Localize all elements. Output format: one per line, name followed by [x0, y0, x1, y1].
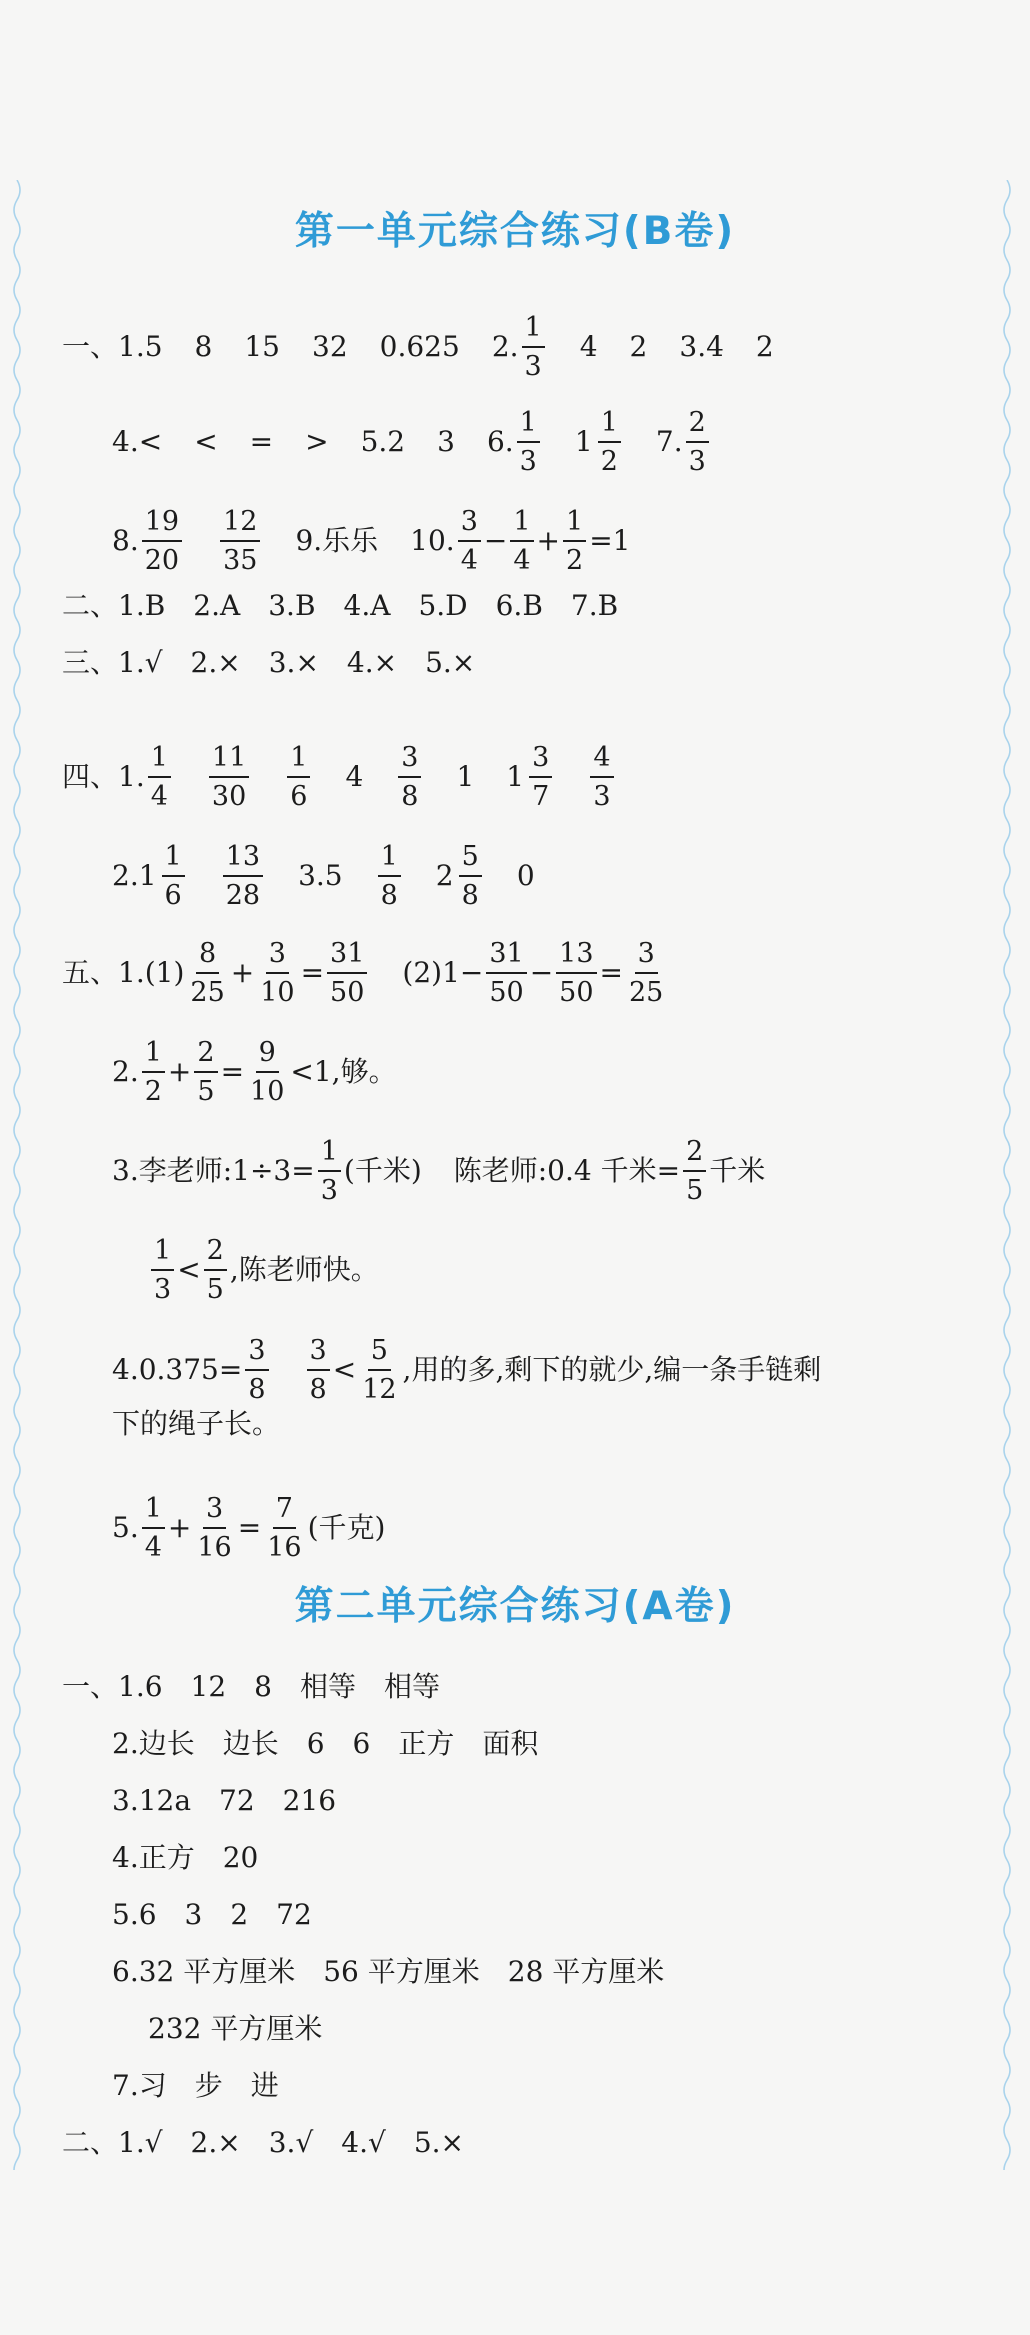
fraction: $\frac{1}{6}$ — [287, 742, 310, 812]
text: = — [599, 956, 623, 990]
unit2a-title: 第二单元综合练习(A卷) — [294, 1584, 736, 1629]
fraction: $\frac{2}{5}$ — [204, 1235, 227, 1305]
text: > — [305, 425, 329, 459]
fraction: $\frac{1}{3}$ — [522, 312, 545, 382]
text: 0 — [516, 859, 535, 893]
u1b-s4-line2 — [112, 841, 535, 911]
fraction: $\frac{9}{10}$ — [250, 1037, 285, 1108]
text: 3 — [437, 425, 455, 459]
u2a-line8: 7.习 步 进 — [112, 2069, 279, 2102]
text: 2.1 — [112, 859, 157, 893]
text: 8 — [194, 330, 213, 364]
text: = — [300, 956, 325, 990]
text: 2. — [491, 330, 519, 364]
text: 五、1.(1) — [62, 956, 185, 990]
text: = — [249, 425, 274, 459]
fraction: $\frac{8}{25}$ — [190, 938, 225, 1009]
right-wavy-border — [1000, 180, 1014, 2170]
fraction: $\frac{1}{2}$ — [563, 506, 586, 576]
fraction: $\frac{3}{8}$ — [398, 742, 421, 812]
fraction: $\frac{13}{28}$ — [223, 841, 263, 911]
text: =1 — [589, 524, 631, 558]
text: (2)1− — [402, 956, 484, 990]
text: 5.2 — [360, 425, 406, 459]
fraction: $\frac{3}{10}$ — [260, 938, 295, 1009]
text: 1 — [574, 425, 593, 459]
text: + — [167, 1055, 192, 1089]
fraction: $\frac{4}{3}$ — [590, 742, 613, 812]
fraction: $\frac{1}{2}$ — [142, 1037, 165, 1107]
fraction: $\frac{5}{8}$ — [459, 841, 482, 911]
u1b-s5-line2 — [112, 1037, 397, 1107]
u1b-s3-line: 三、1.√ 2.× 3.× 4.× 5.× — [62, 646, 476, 679]
left-wavy-border — [10, 180, 24, 2170]
text: 9.乐乐 — [295, 524, 379, 558]
text: (千克) — [307, 1511, 386, 1545]
fraction: $\frac{1}{3}$ — [151, 1235, 174, 1305]
text: 陈老师:0.4 千米= — [453, 1154, 681, 1188]
u2a-line2: 2.边长 边长 6 6 正方 面积 — [112, 1727, 539, 1760]
text: 3.5 — [298, 859, 343, 893]
fraction: $\frac{31}{50}$ — [486, 938, 526, 1008]
text: 8. — [112, 524, 139, 558]
text: <1,够。 — [290, 1055, 397, 1089]
u1b-s5-line1 — [62, 938, 669, 1008]
fraction: $\frac{2}{5}$ — [194, 1037, 217, 1107]
text: + — [536, 524, 560, 558]
text: (千米) — [343, 1154, 422, 1188]
text: 4 — [345, 760, 364, 794]
text: 6. — [486, 425, 514, 459]
fraction: $\frac{1}{4}$ — [148, 742, 171, 812]
text: 0.625 — [379, 330, 460, 364]
text: = — [220, 1055, 245, 1089]
u1b-s4-line1 — [62, 742, 617, 812]
fraction: $\frac{3}{7}$ — [529, 742, 552, 812]
text: ,陈老师快。 — [229, 1253, 379, 1287]
fraction: $\frac{13}{50}$ — [556, 938, 596, 1008]
text: − — [529, 956, 554, 990]
fraction: $\frac{1}{8}$ — [378, 841, 401, 911]
u2a-line6: 6.32 平方厘米 56 平方厘米 28 平方厘米 — [112, 1955, 665, 1988]
u2a-line9: 二、1.√ 2.× 3.√ 4.√ 5.× — [62, 2126, 465, 2159]
fraction: $\frac{1}{6}$ — [162, 841, 185, 911]
fraction: $\frac{5}{12}$ — [362, 1335, 397, 1406]
text: 10. — [410, 524, 455, 558]
u2a-line7: 232 平方厘米 — [148, 2012, 323, 2045]
fraction: $\frac{2}{3}$ — [686, 407, 709, 477]
text: 一、1.5 — [62, 330, 163, 364]
u1b-s1-line1 — [62, 312, 774, 382]
fraction: $\frac{12}{35}$ — [220, 506, 260, 576]
text: 1 — [506, 760, 525, 794]
text: + — [230, 956, 255, 990]
fraction: $\frac{19}{20}$ — [142, 506, 182, 576]
fraction: $\frac{3}{4}$ — [458, 506, 481, 576]
text: = — [237, 1511, 262, 1545]
u1b-s1-line2 — [112, 407, 712, 477]
text: 7. — [655, 425, 683, 459]
text: 4 — [579, 330, 598, 364]
fraction: $\frac{1}{3}$ — [318, 1136, 341, 1206]
text: < — [332, 1353, 357, 1387]
text: 2. — [112, 1055, 139, 1089]
u1b-s5-line5 — [112, 1335, 821, 1405]
text: 4.0.375= — [112, 1353, 243, 1387]
text: − — [483, 524, 508, 558]
u1b-s5-line4 — [148, 1235, 379, 1305]
u1b-s1-line3 — [112, 506, 630, 576]
text: + — [167, 1511, 192, 1545]
fraction: $\frac{1}{2}$ — [598, 407, 621, 477]
text: 32 — [312, 330, 348, 364]
text: 2 — [435, 859, 454, 893]
u2a-line5: 5.6 3 2 72 — [112, 1898, 312, 1931]
u1b-s2-line: 二、1.B 2.A 3.B 4.A 5.D 6.B 7.B — [62, 589, 619, 622]
u2a-line3: 3.12a 72 216 — [112, 1784, 337, 1817]
u1b-s5-line7 — [112, 1493, 385, 1563]
unit1b-title: 第一单元综合练习(B卷) — [294, 209, 736, 254]
text: 四、1. — [62, 760, 145, 794]
text: < — [177, 1253, 201, 1287]
u1b-s5-line3 — [112, 1136, 765, 1206]
text: ,用的多,剩下的就少,编一条手链剩 — [402, 1353, 822, 1387]
fraction: $\frac{3}{8}$ — [307, 1335, 330, 1405]
u1b-s5-line6: 下的绳子长。 — [112, 1407, 281, 1440]
fraction: $\frac{2}{5}$ — [683, 1136, 706, 1206]
text: 15 — [244, 330, 280, 364]
fraction: $\frac{1}{3}$ — [517, 407, 540, 477]
fraction: $\frac{3}{16}$ — [197, 1493, 232, 1564]
fraction: $\frac{3}{8}$ — [245, 1335, 268, 1405]
fraction: $\frac{1}{4}$ — [142, 1493, 165, 1563]
fraction: $\frac{3}{25}$ — [629, 938, 664, 1009]
text: 4.< — [112, 425, 163, 459]
fraction: $\frac{31}{50}$ — [327, 938, 367, 1008]
text: 3.李老师:1÷3= — [112, 1154, 315, 1188]
fraction: $\frac{11}{30}$ — [209, 742, 249, 812]
u2a-line4: 4.正方 20 — [112, 1841, 259, 1874]
u2a-line1: 一、1.6 12 8 相等 相等 — [62, 1670, 440, 1703]
fraction: $\frac{7}{16}$ — [267, 1493, 302, 1564]
text: 5. — [112, 1511, 139, 1545]
text: 1 — [456, 760, 475, 794]
text: 2 — [629, 330, 648, 364]
fraction: $\frac{1}{4}$ — [510, 506, 533, 576]
text: 3.4 — [679, 330, 724, 364]
text: 千米 — [709, 1154, 766, 1188]
text: < — [194, 425, 218, 459]
text: 2 — [755, 330, 774, 364]
